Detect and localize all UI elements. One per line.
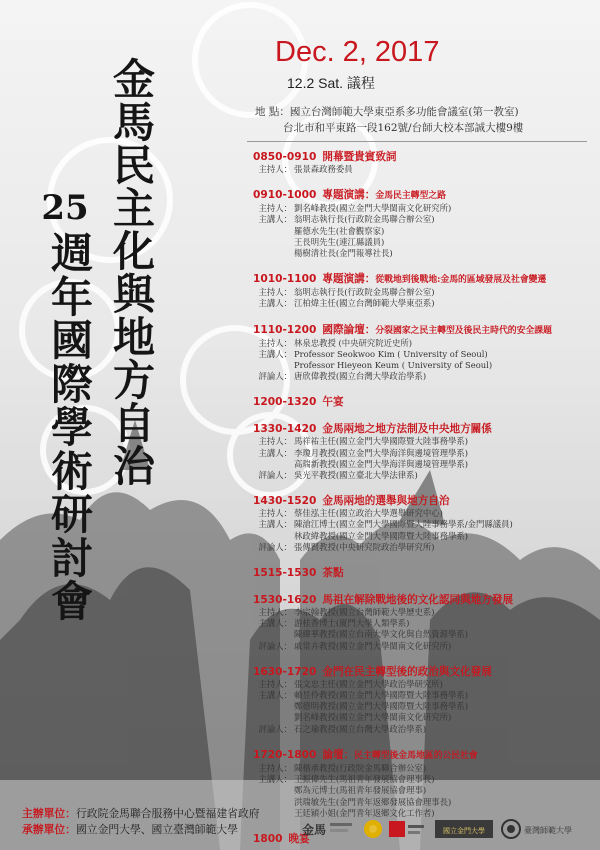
person-name: 劉名峰教授(國立金門大學閩南文化研究所) <box>294 712 452 723</box>
role-names <box>294 690 468 724</box>
person-name: 石之瑜教授(國立台灣大學政治學系) <box>294 723 427 734</box>
svg-text:臺灣師範大學: 臺灣師範大學 <box>524 826 572 835</box>
person-name: 賴昱伶教授(國立金門大學國際暨大陸事務學系) <box>294 690 469 701</box>
title-char: 際 <box>50 359 93 409</box>
role-label: 評論人： <box>258 541 292 552</box>
role-names <box>294 164 353 175</box>
session-heading <box>253 494 593 508</box>
session-role-row <box>253 214 593 259</box>
session-role-row <box>253 641 593 652</box>
role-names <box>294 298 435 309</box>
venue-line-1: 國立台灣師範大學東亞系多功能會議室(第一教室) <box>289 106 519 118</box>
role-label: 評論人： <box>258 723 292 734</box>
session-time: 1630-1720 <box>253 665 317 678</box>
role-names <box>294 287 435 298</box>
session-role-row <box>253 436 593 447</box>
role-names <box>294 448 468 470</box>
person-name: 王長明先生(連江縣議員) <box>294 236 385 247</box>
date-heading: Dec. 2, 2017 <box>275 36 440 68</box>
session-block <box>253 494 593 553</box>
role-label: 主持人： <box>258 678 292 689</box>
person-name: 陳楷承教授(行政院金馬聯合辦公室) <box>294 762 427 773</box>
role-names <box>294 679 443 690</box>
venue-line-2: 台北市和平東路一段162號/台師大校本部誠大樓9樓 <box>283 122 524 134</box>
session-block <box>253 593 593 652</box>
session-subtitle: 民主轉型後金馬地區的公民社會 <box>354 750 478 761</box>
role-label: 主講人： <box>258 348 292 359</box>
session-role-row <box>253 164 593 175</box>
session-time: 1530-1620 <box>253 594 317 607</box>
session-role-row <box>253 774 593 819</box>
session-title: 馬祖在解除戰地後的文化認同與地方發展 <box>322 594 514 607</box>
person-name: Professor Hieyeon Keum ( University of Seoul) <box>294 360 493 371</box>
sponsor-logos <box>300 818 590 840</box>
session-subtitle: 金馬民主轉型之路 <box>375 191 446 202</box>
kinmen-university-logo <box>434 818 494 840</box>
session-role-row <box>253 298 593 309</box>
venue-label: 地 點： <box>255 106 290 118</box>
person-name: 鄭為元博士(馬祖青年發展協會理事) <box>294 785 427 796</box>
title-char: 治 <box>112 442 155 491</box>
svg-text:金馬: 金馬 <box>302 823 327 837</box>
role-names <box>294 203 451 214</box>
session-block <box>253 422 593 481</box>
person-name: 李宗翰教授(國立台灣師範大學歷史系) <box>294 607 435 618</box>
role-names <box>294 724 426 735</box>
host-label: 主辦單位： <box>22 807 76 820</box>
session-heading <box>253 593 593 607</box>
session-role-row <box>253 542 593 553</box>
role-names <box>294 371 426 382</box>
session-title: 金馬兩地之地方法制及中央地方關係 <box>322 423 492 436</box>
session-time: 1200-1320 <box>253 396 317 409</box>
person-name: 戚常卉教授(國立金門大學閩南文化研究所) <box>294 640 452 651</box>
session-role-row <box>253 508 593 519</box>
role-names <box>294 763 426 774</box>
session-title: 專題演講： <box>322 273 376 286</box>
role-label: 主講人： <box>258 298 292 309</box>
session-subtitle: 從戰地到後戰地:金馬的區域發展及社會變遷 <box>375 275 547 286</box>
person-name: 林政緯教授(國立金門大學國際暨大陸事務學系) <box>294 530 469 541</box>
role-label: 評論人： <box>258 470 292 481</box>
title-main-vertical <box>112 55 156 491</box>
coorganizer-label: 承辦單位： <box>22 823 76 836</box>
person-name: 陳滄江博士(國立金門大學國際暨大陸事務學系/金門縣議員) <box>294 519 513 530</box>
role-label: 主講人： <box>258 774 292 785</box>
session-subtitle: 分裂國家之民主轉型及後民主時代的安全課題 <box>375 325 552 336</box>
person-name: 王振偉先生(馬祖青年發展協會理事長) <box>294 774 435 785</box>
role-label: 主持人： <box>258 164 292 174</box>
title-char: 會 <box>50 577 93 626</box>
person-name: 翁明志執行長(行政院金馬聯合辦公室) <box>294 214 435 225</box>
fujian-seal-logo <box>388 818 426 840</box>
title-char: 學 <box>50 403 93 452</box>
ntnu-logo <box>500 818 590 840</box>
svg-text:國立金門大學: 國立金門大學 <box>443 827 485 835</box>
person-name: 蔡佳泓主任(國立政治大學選舉研究中心) <box>294 508 443 519</box>
schedule <box>253 150 593 850</box>
session-title: 晚宴 <box>288 832 310 845</box>
session-time: 1720-1800 <box>253 748 317 761</box>
role-names <box>294 470 418 481</box>
organizers <box>22 806 260 838</box>
person-name: 楊樹清社長(金門報導社長) <box>294 248 393 259</box>
role-names <box>294 607 435 618</box>
session-role-row <box>253 470 593 481</box>
kinmen-matsu-logo <box>300 818 355 840</box>
session-time: 1430-1520 <box>253 495 317 508</box>
role-names <box>294 542 435 553</box>
session-block <box>253 566 593 580</box>
title-char: 與 <box>112 270 155 319</box>
role-names <box>294 641 451 652</box>
session-role-row <box>253 690 593 724</box>
title-char: 術 <box>50 446 93 496</box>
role-names <box>294 436 468 447</box>
session-title: 國際論壇： <box>322 323 376 336</box>
session-role-row <box>253 763 593 774</box>
session-role-row <box>253 349 593 371</box>
session-time: 1800 <box>253 832 283 845</box>
session-heading <box>253 272 593 287</box>
session-time: 0910-1000 <box>253 189 317 202</box>
session-time: 1110-1200 <box>253 323 317 336</box>
session-heading <box>253 395 593 409</box>
person-name: 李瓊月教授(國立金門大學海洋與邊境管理學系) <box>294 447 469 458</box>
session-title: 論壇： <box>322 748 355 761</box>
title-char: 週 <box>50 229 93 278</box>
session-heading <box>253 566 593 580</box>
session-block <box>253 272 593 309</box>
person-name: 張景森政務委員 <box>294 164 353 174</box>
date-subheading: 12.2 Sat. 議程 <box>287 75 375 91</box>
person-name: Professor Seokwoo Kim ( University of Seoul) <box>294 348 488 359</box>
person-name: 吳光平教授(國立臺北大學法律系) <box>294 470 418 481</box>
session-title: 專題演講： <box>322 189 376 202</box>
person-name: 林泉忠教授 (中央研究院近史所) <box>294 337 413 348</box>
session-role-row <box>253 448 593 470</box>
role-label: 主持人： <box>258 287 292 298</box>
role-label: 主持人： <box>258 436 292 447</box>
person-name: 劉名峰教授(國立金門大學閩南文化研究所) <box>294 203 452 214</box>
session-time: 1330-1420 <box>253 423 317 436</box>
session-role-row <box>253 371 593 382</box>
role-names <box>294 349 492 371</box>
role-names <box>294 338 412 349</box>
session-role-row <box>253 679 593 690</box>
session-block <box>253 748 593 819</box>
divider <box>247 141 587 142</box>
role-label: 評論人： <box>258 640 292 651</box>
person-name: 游桂香博士(廈門大學人類學系) <box>294 618 410 629</box>
title-char: 年 <box>50 272 93 322</box>
title-char: 研 <box>50 490 93 539</box>
role-label: 主持人： <box>258 203 292 214</box>
session-block <box>253 323 593 383</box>
title-char: 國 <box>50 316 93 365</box>
session-heading <box>253 665 593 679</box>
session-role-row <box>253 338 593 349</box>
title-char: 民 <box>112 141 155 190</box>
title-char: 金 <box>112 55 155 104</box>
person-name: 高瑞新教授(國立金門大學海洋與邊境管理學系) <box>294 458 469 469</box>
person-name: 張傳賢教授(中央研究院政治學研究所) <box>294 541 435 552</box>
title-char: 馬 <box>112 98 155 147</box>
title-char: 方 <box>112 356 155 405</box>
session-role-row <box>253 287 593 298</box>
co-organizer: 國立金門大學、國立臺灣師範大學 <box>75 823 238 836</box>
person-name: 江柏煒主任(國立台灣師範大學東亞系) <box>294 298 435 309</box>
session-heading <box>253 422 593 436</box>
role-label: 主持人： <box>258 337 292 348</box>
role-label: 主講人： <box>258 618 292 629</box>
person-name: 陳緯華教授(國立台南大學文化與自然資源學系) <box>294 629 469 640</box>
person-name: 羅德水先生(社會觀察家) <box>294 225 385 236</box>
session-block <box>253 665 593 735</box>
person-name: 翁明志執行長(行政院金馬聯合辦公室) <box>294 287 435 298</box>
role-label: 主持人： <box>258 508 292 519</box>
role-names <box>294 774 451 819</box>
role-label: 主持人： <box>258 607 292 618</box>
session-heading <box>253 188 593 203</box>
role-label: 主持人： <box>258 762 292 773</box>
title-char: 自 <box>112 399 155 448</box>
person-name: 王廷穎小姐(金門青年返鄉文化工作者) <box>294 807 435 818</box>
session-role-row <box>253 607 593 618</box>
session-role-row <box>253 618 593 640</box>
title-number: 25 <box>41 188 89 228</box>
session-time: 1010-1100 <box>253 273 317 286</box>
title-char: 化 <box>112 227 155 276</box>
role-names <box>294 519 513 541</box>
session-time: 0850-0910 <box>253 151 317 163</box>
session-heading <box>253 150 593 164</box>
session-title: 開幕暨貴賓致詞 <box>322 151 397 163</box>
role-names <box>294 214 435 259</box>
title-char: 討 <box>50 533 93 583</box>
venue-block <box>255 104 523 136</box>
person-name: 洪瑞敏先生(金門青年返鄉發展協會理事長) <box>294 796 452 807</box>
role-label: 主講人： <box>258 690 292 701</box>
session-block <box>253 188 593 259</box>
session-block <box>253 150 593 175</box>
session-role-row <box>253 519 593 541</box>
session-title: 茶點 <box>322 567 344 580</box>
role-label: 主講人： <box>258 214 292 225</box>
session-role-row <box>253 203 593 214</box>
sun-emblem-logo <box>362 818 384 840</box>
session-heading <box>253 323 593 338</box>
role-label: 主講人： <box>258 447 292 458</box>
session-heading <box>253 748 593 763</box>
host-organizer: 行政院金馬聯合服務中心暨福建省政府 <box>75 807 260 820</box>
session-title: 金馬兩地的選舉與地方自治 <box>322 495 450 508</box>
title-char: 主 <box>112 184 155 233</box>
role-label: 評論人： <box>258 371 292 382</box>
title-char: 地 <box>112 313 155 362</box>
person-name: 張文忠主任(國立金門大學政治學研究所) <box>294 678 443 689</box>
role-label: 主講人： <box>258 519 292 530</box>
person-name: 唐欣偉教授(國立台灣大學政治學系) <box>294 371 427 382</box>
person-name: 馬祥祐主任(國立金門大學國際暨大陸事務學系) <box>294 436 469 447</box>
title-sub-vertical <box>50 229 94 626</box>
person-name: 鄭德明教授(國立金門大學國際暨大陸事務學系) <box>294 701 469 712</box>
role-names <box>294 508 443 519</box>
session-time: 1515-1530 <box>253 567 317 580</box>
role-names <box>294 618 468 640</box>
session-block <box>253 395 593 409</box>
session-title: 午宴 <box>322 396 344 409</box>
session-title: 金門在民主轉型後的政治與文化發展 <box>322 665 492 678</box>
session-role-row <box>253 724 593 735</box>
